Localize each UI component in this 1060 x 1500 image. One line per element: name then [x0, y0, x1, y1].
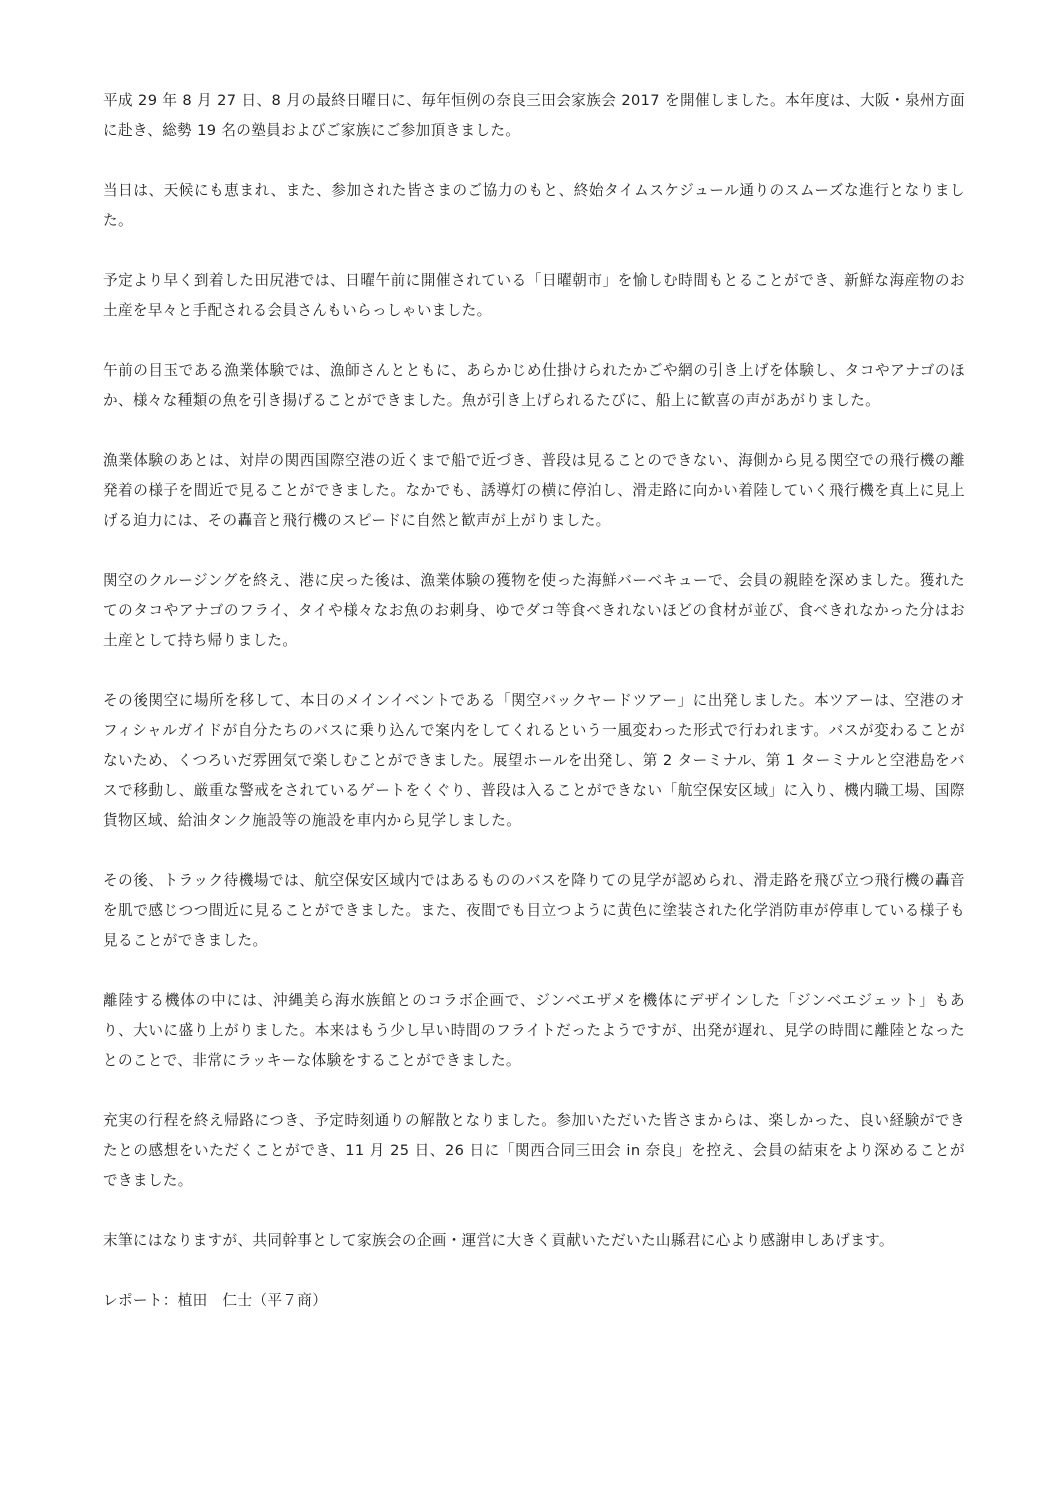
paragraph-conclusion: 充実の行程を終え帰路につき、予定時刻通りの解散となりました。参加いただいた皆さまからは、楽しかった、良い経験ができたとの感想をいただくことができ、11 月 25 日、26 日に「関西合同三田会 in 奈良」を控え、会員の結束をより深めることができました。: [103, 1112, 965, 1189]
paragraph-weather: 当日は、天候にも恵まれ、また、参加された皆さまのご協力のもと、終始タイムスケジュール通りのスムーズな進行となりました。: [103, 182, 965, 229]
paragraph-fishing-experience: 午前の目玉である漁業体験では、漁師さんとともに、あらかじめ仕掛けられたかごや網の引き上げを体験し、タコやアナゴのほか、様々な種類の魚を引き揚げることができました。魚が引き上げられるたびに、船上に歓喜の声があがりました。: [103, 362, 965, 409]
paragraph-truck-waiting-area: その後、トラック待機場では、航空保安区域内ではあるもののバスを降りての見学が認められ、滑走路を飛び立つ飛行機の轟音を肌で感じつつ間近に見ることができました。また、夜間でも目立つように黄色に塗装された化学消防車が停車している様子も見ることができました。: [103, 872, 965, 949]
paragraph-airport-cruise: 漁業体験のあとは、対岸の関西国際空港の近くまで船で近づき、普段は見ることのできない、海側から見る関空での飛行機の離発着の様子を間近で見ることができました。なかでも、誘導灯の横に停泊し、滑走路に向かい着陸していく飛行機を真上に見上げる迫力には、その轟音と飛行機のスピードに自然と歓声が上がりました。: [103, 452, 965, 529]
article-body: [103, 86, 965, 1316]
paragraph-jinbei-jet: 離陸する機体の中には、沖縄美ら海水族館とのコラボ企画で、ジンベエザメを機体にデザインした「ジンベエジェット」もあり、大いに盛り上がりました。本来はもう少し早い時間のフライトだったようですが、出発が遅れ、見学の時間に離陸となったとのことで、非常にラッキーな体験をすることができました。: [103, 992, 965, 1069]
paragraph-morning-market: 予定より早く到着した田尻港では、日曜午前に開催されている「日曜朝市」を愉しむ時間もとることができ、新鮮な海産物のお土産を早々と手配される会員さんもいらっしゃいました。: [103, 272, 965, 319]
report-author: レポート：植田 仁士（平７商）: [103, 1292, 328, 1309]
paragraph-backyard-tour: その後関空に場所を移して、本日のメインイベントである「関空バックヤードツアー」に出発しました。本ツアーは、空港のオフィシャルガイドが自分たちのバスに乗り込んで案内をしてくれるという一風変わった形式で行われます。バスが変わることがないため、くつろいだ雰囲気で楽しむことができました。展望ホールを出発し、第 2 ターミナル、第 1 ターミナルと空港島をバスで移動し、厳重な警戒をされているゲートをくぐり、普段は入ることができない「航空保安区域」に入り、機内職工場、国際貨物区域、給油タンク施設等の施設を車内から見学しました。: [103, 692, 965, 829]
paragraph-barbecue: 関空のクルージングを終え、港に戻った後は、漁業体験の獲物を使った海鮮バーベキューで、会員の親睦を深めました。獲れたてのタコやアナゴのフライ、タイや様々なお魚のお刺身、ゆでダコ等食べきれないほどの食材が並び、食べきれなかった分はお土産として持ち帰りました。: [103, 572, 965, 649]
paragraph-acknowledgement: 末筆にはなりますが、共同幹事として家族会の企画・運営に大きく貢献いただいた山縣君に心より感謝申しあげます。: [103, 1232, 894, 1249]
paragraph-intro: 平成 29 年 8 月 27 日、8 月の最終日曜日に、毎年恒例の奈良三田会家族会 2017 を開催しました。本年度は、大阪・泉州方面に赴き、総勢 19 名の塾員およびご家族にご参加頂きました。: [103, 92, 965, 139]
